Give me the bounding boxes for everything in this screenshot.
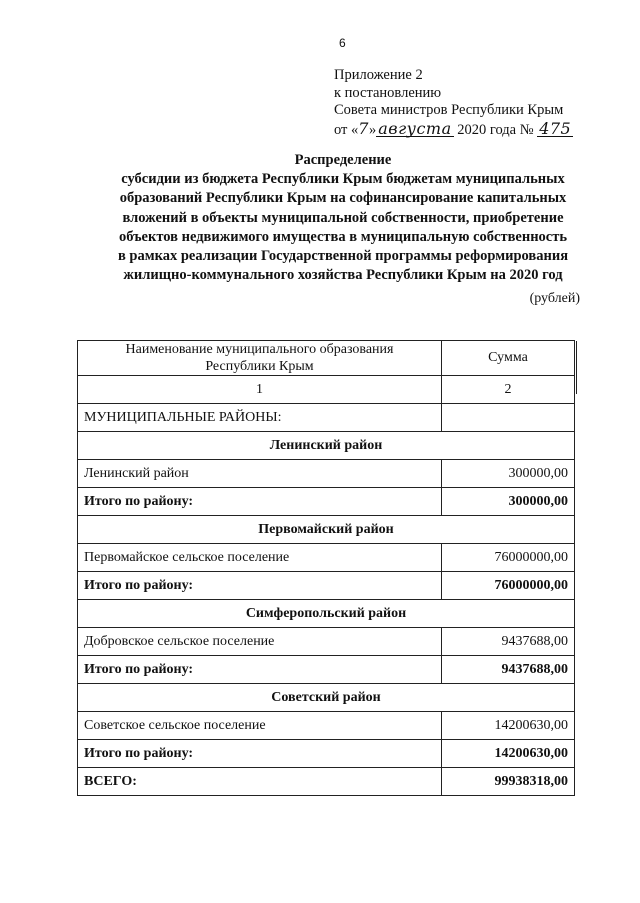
column-number: 2	[442, 376, 575, 404]
settlement-name: Первомайское сельское поселение	[78, 544, 442, 572]
settlement-amount: 14200630,00	[442, 712, 575, 740]
district-title-row	[78, 600, 575, 628]
table-row	[78, 544, 575, 572]
district-total-amount: 76000000,00	[442, 572, 575, 600]
district-title: Первомайский район	[78, 516, 575, 544]
header-name-line: Республики Крым	[205, 359, 314, 374]
heading-line: образований Республики Крым на софинансирование капитальных	[119, 190, 567, 207]
district-total-row	[78, 656, 575, 684]
annex-date-line	[334, 120, 573, 140]
currency-unit: (рублей)	[529, 291, 580, 306]
annex-title: Приложение 2	[334, 67, 423, 83]
annex-line: к постановлению	[334, 84, 442, 101]
district-total-row	[78, 572, 575, 600]
heading-line: вложений в объекты муниципальной собственности, приобретение	[122, 209, 564, 226]
grand-total-amount: 99938318,00	[442, 768, 575, 796]
header-sum-cell: Сумма	[442, 341, 575, 376]
group-row	[78, 404, 575, 432]
heading-line: объектов недвижимого имущества в муниципальную собственность	[118, 228, 568, 245]
distribution-table	[77, 340, 575, 796]
settlement-amount: 76000000,00	[442, 544, 575, 572]
grand-total-label: ВСЕГО:	[78, 768, 442, 796]
district-title: Ленинский район	[78, 432, 575, 460]
district-title-row	[78, 516, 575, 544]
column-number-row	[78, 376, 575, 404]
heading-line: субсидии из бюджета Республики Крым бюджетам муниципальных	[121, 171, 565, 188]
empty-cell	[442, 404, 575, 432]
handwritten-month: августа	[378, 118, 452, 138]
grand-total-row	[78, 768, 575, 796]
heading-line: жилищно-коммунального хозяйства Республики Крым на 2020 год	[123, 267, 563, 284]
header-name-line: Наименование муниципального образования	[125, 342, 394, 357]
settlement-name: Добровское сельское поселение	[78, 628, 442, 656]
date-year: 2020 года №	[457, 121, 534, 138]
table-row	[78, 712, 575, 740]
district-title-row	[78, 684, 575, 712]
extra-column-line	[576, 341, 577, 394]
handwritten-number: 475	[539, 118, 572, 138]
district-total-label: Итого по району:	[78, 656, 442, 684]
district-total-amount: 9437688,00	[442, 656, 575, 684]
district-total-label: Итого по району:	[78, 572, 442, 600]
district-total-label: Итого по району:	[78, 740, 442, 768]
district-title: Симферопольский район	[78, 600, 575, 628]
district-total-label: Итого по району:	[78, 488, 442, 516]
header-name-cell	[78, 341, 442, 376]
column-number: 1	[78, 376, 442, 404]
date-prefix: от «	[334, 121, 359, 138]
table-row	[78, 628, 575, 656]
table-header-row	[78, 341, 575, 376]
annex-block	[334, 67, 573, 139]
district-total-amount: 14200630,00	[442, 740, 575, 768]
district-title-row	[78, 432, 575, 460]
group-label: МУНИЦИПАЛЬНЫЕ РАЙОНЫ:	[78, 404, 442, 432]
table-row	[78, 460, 575, 488]
district-total-row	[78, 488, 575, 516]
heading-line: в рамках реализации Государственной программы реформирования	[117, 248, 569, 265]
page-number: 6	[339, 36, 346, 50]
annex-issuer: Совета министров Республики Крым	[334, 102, 564, 118]
date-quote: »	[368, 121, 377, 138]
heading-title: Распределение	[294, 152, 392, 168]
settlement-name: Ленинский район	[78, 460, 442, 488]
handwritten-day: 7	[358, 118, 369, 138]
document-heading	[70, 151, 616, 285]
settlement-amount: 300000,00	[442, 460, 575, 488]
district-total-row	[78, 740, 575, 768]
district-title: Советский район	[78, 684, 575, 712]
district-total-amount: 300000,00	[442, 488, 575, 516]
settlement-name: Советское сельское поселение	[78, 712, 442, 740]
settlement-amount: 9437688,00	[442, 628, 575, 656]
